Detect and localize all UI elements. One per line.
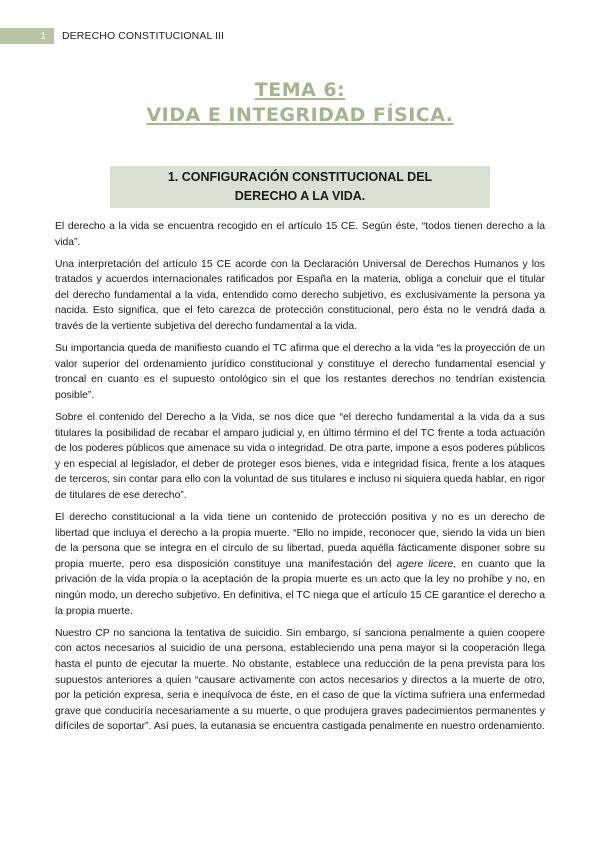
chapter-title-line-2: VIDA E INTEGRIDAD FÍSICA.: [146, 104, 454, 126]
paragraph: [55, 510, 545, 619]
paragraph-emphasis: agere licere: [396, 558, 454, 570]
page-number-box: [0, 28, 54, 44]
page-number: 1: [40, 30, 46, 42]
paragraph: Sobre el contenido del Derecho a la Vida, se nos dice que “el derecho fundamental a la vida da a sus titulares la posibilidad de recabar el amparo judicial y, en último término el del TC frente a toda actuación de los poderes públicos que amenace su vida o integridad. De otra parte, impone a esos poderes públicos y en especial al legislador, el deber de proteger esos bienes, vida e integridad física, frente a los ataques de terceros, sin contar para ello con la voluntad de sus titulares e incluso ni siquiera queda hablar, en rigor de titulares de ese derecho”.: [55, 412, 545, 501]
body-text: [55, 219, 545, 741]
section-heading-line-1: 1. CONFIGURACIÓN CONSTITUCIONAL DEL: [167, 170, 433, 184]
chapter-title-line-1: TEMA 6:: [254, 79, 346, 101]
paragraph: Su importancia queda de manifiesto cuando el TC afirma que el derecho a la vida “es la proyección de un valor superior del ordenamiento jurídico constitucional y constituye el derecho fundamental esencial y troncal en cuanto es el supuesto ontológico sin el que los restantes derechos no tendrían existencia posible”.: [55, 343, 545, 401]
header-title: DERECHO CONSTITUCIONAL III: [62, 30, 225, 42]
chapter-title: [0, 78, 600, 128]
running-header: [0, 28, 600, 44]
section-heading: [110, 166, 490, 208]
paragraph-text: , en cuanto que la privación de la vida propia o la aceptación de la propia muerte es un acto que la ley no prohíbe y no, en ningún modo, un derecho subjetivo. En definitiva, el TC niega que el artículo 15 CE garantice el derecho a la propia muerte.: [55, 558, 545, 617]
paragraph: El derecho a la vida se encuentra recogido en el artículo 15 CE. Según éste, “todos tienen derecho a la vida”.: [55, 221, 545, 248]
paragraph-text: El derecho constitucional a la vida tiene un contenido de protección positiva y no es un derecho de libertad que incluya el derecho a la propia muerte. “Ello no impide, reconocer que, siendo la vida un bien de la persona que se integra en el círculo de su libertad, pueda aquélla fácticamente disponer sobre su propia muerte, pero esa disposición constituye una manifestación del: [55, 512, 545, 570]
section-heading-line-2: DERECHO A LA VIDA.: [234, 189, 366, 203]
paragraph: Nuestro CP no sanciona la tentativa de suicidio. Sin embargo, sí sanciona penalmente a quien coopere con actos necesarios al suicidio de una persona, estableciendo una pena mayor si la cooperación llega hasta el punto de ejecutar la muerte. No obstante, establece una reducción de la pena prevista para los supuestos anteriores a quien “causare activamente con actos necesarios y directos a la muerte de otro, por la petición expresa, seria e inequívoca de éste, en el caso de que la víctima sufriera una enfermedad grave que conduciría necesariamente a su muerte, o que produjera graves padecimientos permanentes y difíciles de soportar”. Así pues, la eutanasia se encuentra castigada penalmente en nuestro ordenamiento.: [55, 627, 545, 733]
paragraph: Una interpretación del artículo 15 CE acorde con la Declaración Universal de Derechos Humanos y los tratados y acuerdos internacionales ratificados por España en la materia, obliga a concluir que el titular del derecho fundamental a la vida, entendido como derecho subjetivo, es exclusivamente la persona ya nacida. Esto significa, que el feto carezca de protección constitucional, pero ésta no le vendrá dada a través de la vertiente subjetiva del derecho fundamental a la vida.: [55, 258, 545, 333]
